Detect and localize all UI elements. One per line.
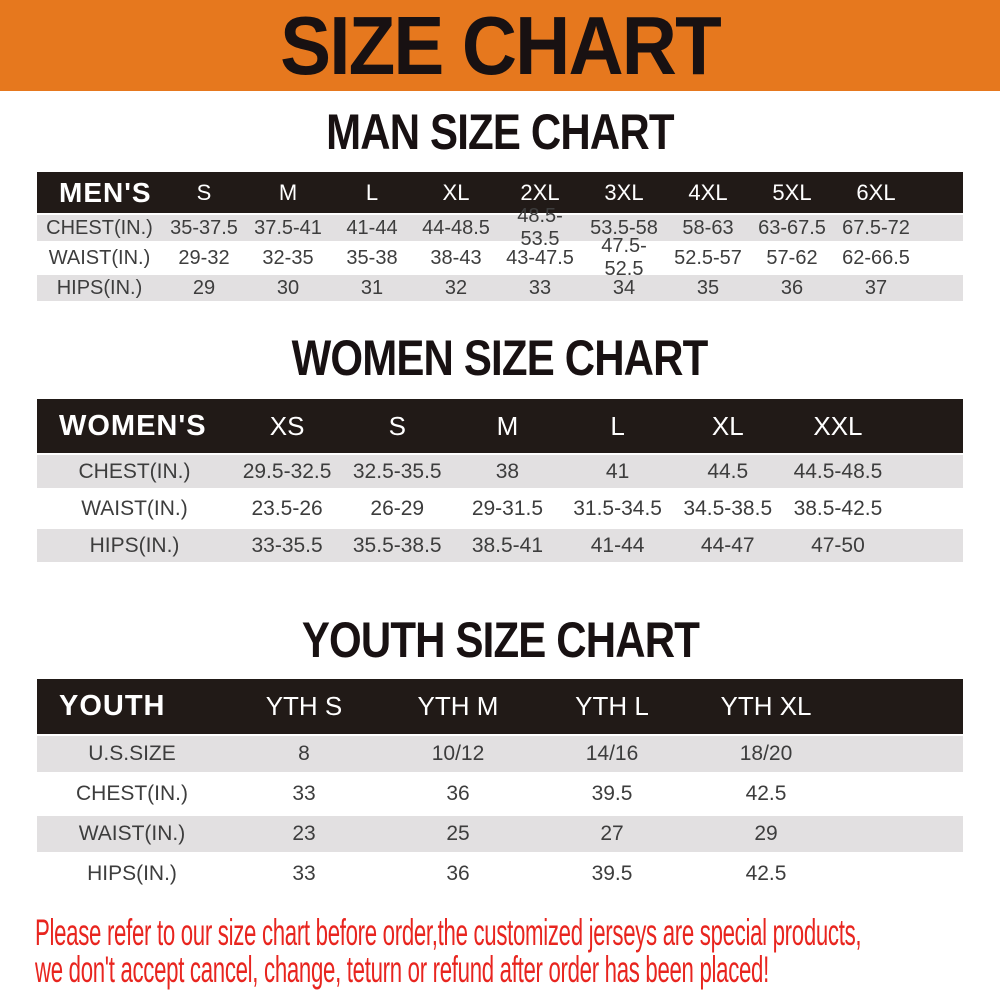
youth-size-table (37, 679, 963, 894)
table-row (37, 734, 963, 774)
table-row (37, 453, 963, 490)
size-value: 41-44 (346, 216, 398, 239)
size-value: 35.5-38.5 (352, 533, 442, 557)
size-value: 33 (528, 276, 552, 299)
size-column-header: YTH M (417, 691, 499, 721)
size-value: 42.5 (745, 862, 787, 885)
size-value: 30 (276, 276, 300, 299)
size-column-header: M (496, 410, 519, 441)
size-column-header: YTH L (575, 691, 649, 721)
size-value: 32-35 (262, 246, 314, 269)
size-value: 35-38 (346, 246, 398, 269)
size-value: 33 (292, 782, 316, 805)
size-value: 33 (292, 862, 316, 885)
women-size-table (37, 399, 963, 564)
size-value: 43-47.5 (506, 246, 574, 269)
size-value: 39.5 (591, 782, 633, 805)
size-value: 48.5-53.5 (517, 205, 563, 250)
size-column-header: S (388, 410, 406, 441)
size-value: 27 (600, 822, 624, 845)
size-column-header: XXL (813, 410, 863, 441)
order-notice (35, 914, 1000, 988)
size-value: 29-31.5 (471, 496, 544, 520)
man-size-chart-heading (0, 104, 1000, 160)
measurement-label: HIPS(IN.) (87, 862, 177, 885)
table-corner-label: YOUTH (59, 690, 166, 722)
women-size-chart-heading (0, 330, 1000, 386)
size-column-header: 5XL (772, 179, 812, 205)
man-size-table (37, 172, 963, 303)
size-column-header: XL (442, 179, 470, 205)
size-value: 18/20 (739, 742, 793, 765)
women-size-chart-heading-text: WOMEN SIZE CHART (292, 330, 708, 386)
size-value: 37 (864, 276, 888, 299)
table-corner-label: WOMEN'S (59, 409, 207, 442)
size-value: 44.5-48.5 (793, 459, 883, 483)
size-value: 57-62 (766, 246, 818, 269)
women-table-header-row (37, 399, 963, 453)
size-value: 41 (605, 459, 630, 483)
size-value: 42.5 (745, 782, 787, 805)
size-value: 67.5-72 (842, 216, 910, 239)
size-column-header: L (610, 410, 625, 441)
table-row (37, 854, 963, 894)
size-value: 32.5-35.5 (352, 459, 442, 483)
size-chart-banner (0, 0, 1000, 91)
measurement-label: CHEST(IN.) (78, 459, 191, 483)
size-value: 29.5-32.5 (242, 459, 332, 483)
size-value: 38-43 (430, 246, 482, 269)
size-value: 53.5-58 (590, 216, 658, 239)
size-column-header: 2XL (520, 179, 560, 205)
measurement-label: HIPS(IN.) (89, 533, 180, 557)
size-column-header: 6XL (856, 179, 896, 205)
size-value: 44.5 (707, 459, 749, 483)
table-corner-label: MEN'S (59, 176, 152, 208)
order-notice-line-2: we don't accept cancel, change, teturn or refund after order has been placed! (35, 949, 769, 990)
page-title: SIZE CHART (280, 0, 720, 92)
measurement-label: CHEST(IN.) (76, 782, 188, 805)
size-column-header: 3XL (604, 179, 644, 205)
size-value: 41-44 (590, 533, 645, 557)
table-row (37, 205, 963, 250)
size-value: 58-63 (682, 216, 734, 239)
size-value: 10/12 (431, 742, 485, 765)
size-value: 36 (446, 782, 470, 805)
size-value: 44-47 (700, 533, 755, 557)
size-column-header: YTH S (265, 691, 343, 721)
table-row (37, 490, 963, 527)
size-value: 8 (298, 742, 310, 765)
youth-size-chart-heading (0, 612, 1000, 668)
size-value: 36 (446, 862, 470, 885)
size-value: 34 (612, 276, 636, 299)
size-value: 36 (780, 276, 804, 299)
youth-table-header-row (37, 679, 963, 734)
size-value: 35-37.5 (170, 216, 238, 239)
measurement-label: WAIST(IN.) (48, 246, 151, 269)
size-value: 63-67.5 (758, 216, 826, 239)
table-row (37, 527, 963, 564)
size-value: 25 (446, 822, 470, 845)
size-value: 38 (495, 459, 520, 483)
size-value: 14/16 (585, 742, 639, 765)
size-column-header: S (196, 179, 212, 205)
size-value: 31.5-34.5 (573, 496, 662, 520)
size-value: 38.5-42.5 (793, 496, 883, 520)
order-notice-line-1: Please refer to our size chart before order,the customized jerseys are special products, (35, 912, 862, 953)
size-column-header: XL (711, 410, 744, 441)
measurement-label: U.S.SIZE (88, 742, 176, 765)
size-column-header: M (278, 179, 298, 205)
table-row (37, 273, 963, 303)
measurement-label: CHEST(IN.) (46, 216, 153, 239)
size-value: 37.5-41 (254, 216, 322, 239)
size-value: 38.5-41 (471, 533, 544, 557)
size-value: 32 (444, 276, 468, 299)
size-value: 29 (754, 822, 778, 845)
size-value: 44-48.5 (422, 216, 490, 239)
size-value: 47-50 (811, 533, 865, 557)
size-value: 31 (360, 276, 384, 299)
youth-size-chart-heading-text: YOUTH SIZE CHART (301, 612, 699, 668)
size-value: 39.5 (591, 862, 633, 885)
table-row (37, 774, 963, 814)
measurement-label: WAIST(IN.) (81, 496, 188, 520)
table-row (37, 235, 963, 280)
measurement-label: WAIST(IN.) (78, 822, 186, 845)
measurement-label: HIPS(IN.) (56, 276, 143, 299)
table-row (37, 814, 963, 854)
size-value: 47.5-52.5 (601, 235, 647, 280)
size-column-header: L (365, 179, 379, 205)
size-column-header: YTH XL (720, 691, 812, 721)
man-size-chart-heading-text: MAN SIZE CHART (326, 104, 674, 160)
size-value: 62-66.5 (842, 246, 910, 269)
size-value: 34.5-38.5 (683, 496, 773, 520)
size-value: 23 (292, 822, 316, 845)
size-value: 26-29 (370, 496, 425, 520)
size-value: 29-32 (178, 246, 230, 269)
size-value: 33-35.5 (251, 533, 323, 557)
size-column-header: XS (269, 410, 305, 441)
size-value: 35 (696, 276, 720, 299)
size-value: 23.5-26 (251, 496, 323, 520)
size-column-header: 4XL (688, 179, 728, 205)
size-value: 52.5-57 (674, 246, 742, 269)
size-value: 29 (192, 276, 216, 299)
